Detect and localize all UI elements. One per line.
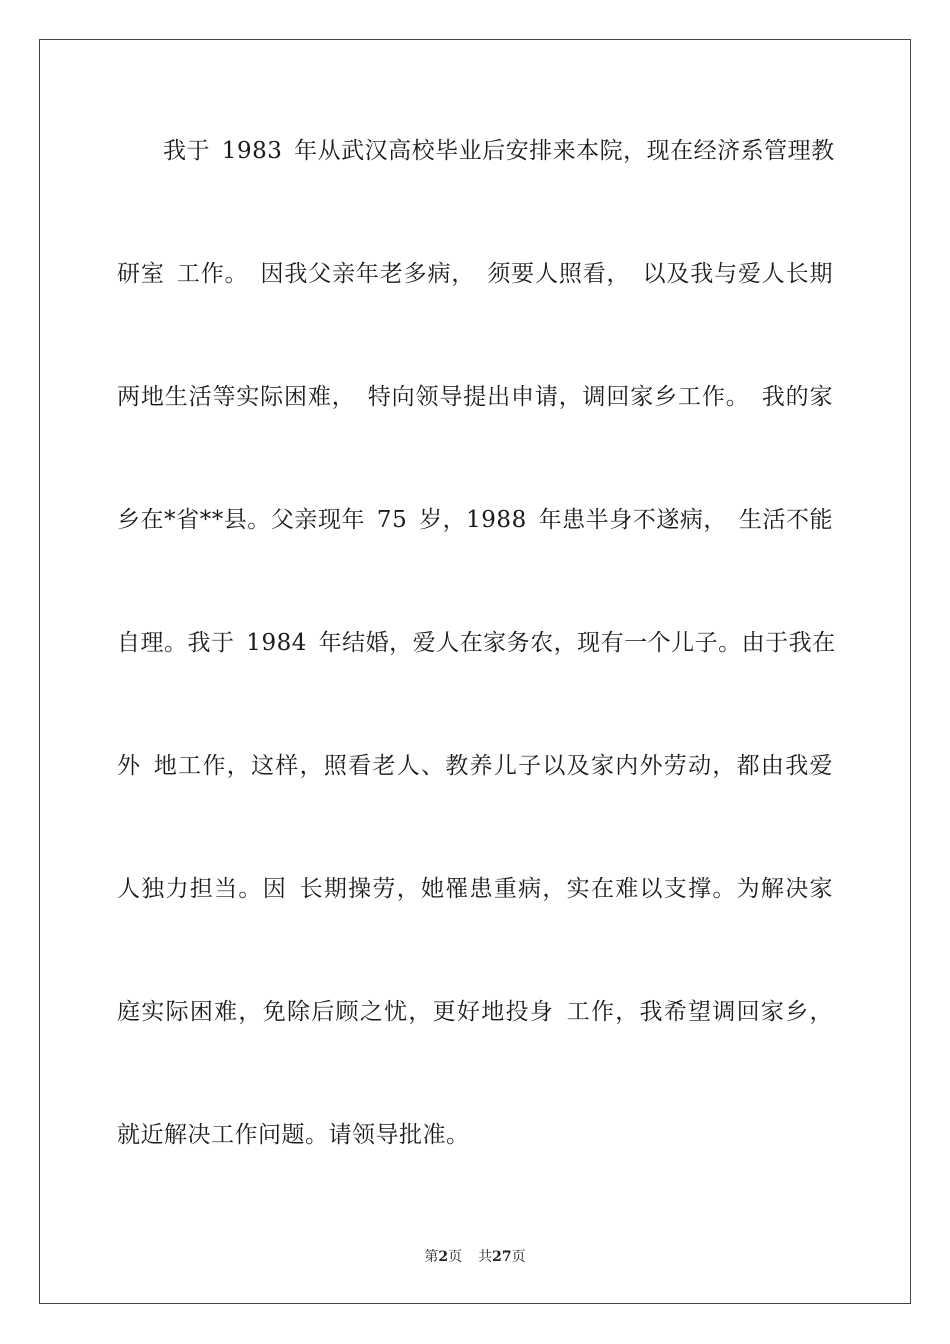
page-suffix: 页 bbox=[448, 1249, 463, 1265]
body-text-line-7: 人独力担当。因 长期操劳，她罹患重病，实在难以支撑。为解决家 bbox=[117, 876, 833, 902]
body-text-line-9: 就近解决工作问题。请领导批准。 bbox=[117, 1122, 470, 1148]
page-footer bbox=[0, 1248, 950, 1266]
body-text-line-8: 庭实际困难，免除后顾之忧，更好地投身 工作，我希望调回家乡， bbox=[117, 999, 833, 1025]
total-suffix: 页 bbox=[511, 1249, 526, 1265]
body-text-line-6: 外 地工作，这样，照看老人、教养儿子以及家内外劳动，都由我爱 bbox=[117, 753, 833, 779]
total-prefix: 共 bbox=[478, 1249, 493, 1265]
total-pages: 27 bbox=[492, 1249, 512, 1265]
body-text-line-3: 两地生活等实际困难， 特向领导提出申请，调回家乡工作。 我的家 bbox=[117, 384, 833, 410]
page-border bbox=[39, 39, 911, 1304]
page-prefix: 第 bbox=[424, 1249, 439, 1265]
body-text-line-2: 研室 工作。 因我父亲年老多病， 须要人照看， 以及我与爱人长期 bbox=[117, 261, 833, 287]
body-text-line-1: 我于 1983 年从武汉高校毕业后安排来本院，现在经济系管理教 bbox=[163, 138, 835, 164]
body-text-line-5: 自理。我于 1984 年结婚，爱人在家务农，现有一个儿子。由于我在 bbox=[117, 630, 836, 656]
page-number: 2 bbox=[438, 1249, 449, 1265]
body-text-line-4: 乡在*省**县。父亲现年 75 岁，1988 年患半身不遂病， 生活不能 bbox=[117, 507, 833, 533]
